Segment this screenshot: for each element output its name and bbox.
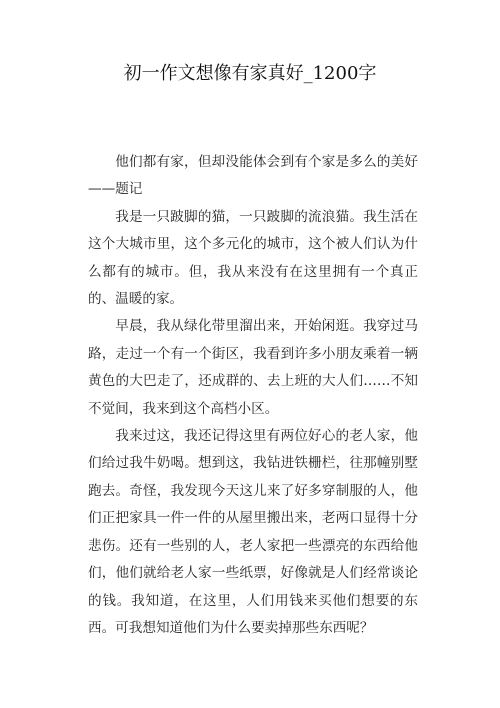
paragraph-morning: 早晨，我从绿化带里溜出来，开始闲逛。我穿过马路，走过一个有一个街区，我看到许多小朋友乘着一辆黄色的大巴走了，还成群的、去上班的大人们……不知不觉间，我来到这个高档小区。 (88, 318, 418, 417)
document-body (88, 149, 418, 642)
paragraph-old-couple: 我来过这，我还记得这里有两位好心的老人家，他们给过我牛奶喝。想到这，我钻进铁栅栏，往那幢别墅跑去。奇怪，我发现今天这儿来了好多穿制服的人，他们正把家具一件一件的从屋里搬出来，老两口显得十分悲伤。还有一些别的人，老人家把一些漂亮的东西给他们，他们就给老人家一些纸票，好像就是人们经常谈论的钱。我知道，在这里，人们用钱来买他们想要的东西。可我想知道他们为什么要卖掉那些东西呢？ (88, 428, 418, 636)
paragraph-intro: 我是一只跛脚的猫，一只跛脚的流浪猫。我生活在这个大城市里，这个多元化的城市，这个被人们认为什么都有的城市。但，我从来没有在这里拥有一个真正的、温暖的家。 (88, 208, 418, 308)
document-title: 初一作文想像有家真好_1200字 (123, 63, 377, 84)
paragraph-epigraph: 他们都有家，但却没能体会到有个家是多么的美好——题记 (88, 154, 418, 198)
